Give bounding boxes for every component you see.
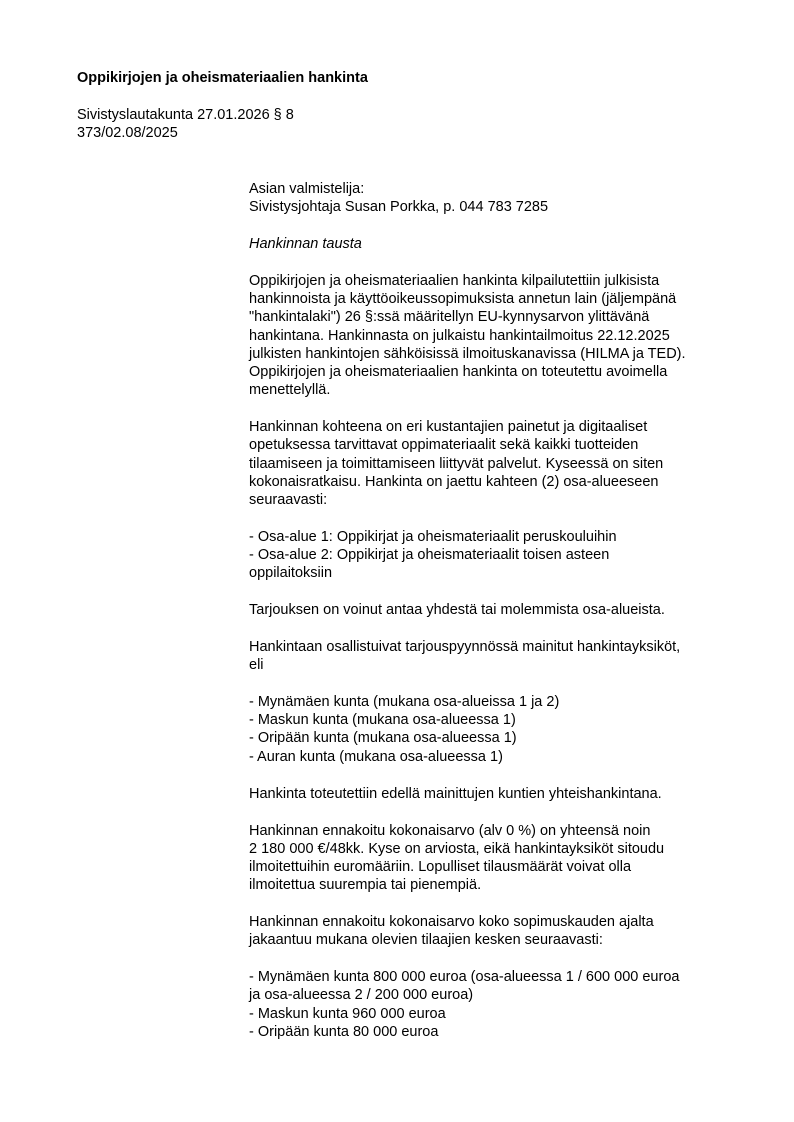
text-line: jakaantuu mukana olevien tilaajien kesken seuraavasti: [249,932,603,948]
preparer-label: Asian valmistelija: [249,181,365,197]
text-line: "hankintalaki") 26 §:ssä määritellyn EU-kynnysarvon ylittävänä [249,309,650,325]
list-item: - Maskun kunta 960 000 euroa [249,1006,446,1022]
list-item: ja osa-alueessa 2 / 200 000 euroa) [249,987,474,1003]
list-item: - Oripään kunta 80 000 euroa [249,1024,439,1040]
list-item: - Osa-alue 2: Oppikirjat ja oheismateriaalit toisen asteen [249,547,610,563]
list-item: - Mynämäen kunta 800 000 euroa (osa-alueessa 1 / 600 000 euroa [249,969,680,985]
list-item: - Mynämäen kunta (mukana osa-alueissa 1 ja 2) [249,694,560,710]
document-title: Oppikirjojen ja oheismateriaalien hankinta [77,70,368,86]
text-line: hankinnoista ja käyttöoikeussopimuksista annetun lain (jäljempänä [249,291,677,307]
text-line: 2 180 000 €/48kk. Kyse on arviosta, eikä hankintayksiköt sitoudu [249,841,665,857]
text-line: julkisten hankintojen sähköisissä ilmoituskanavissa (HILMA ja TED). [249,346,686,362]
text-line: Hankinnan ennakoitu kokonaisarvo koko sopimuskauden ajalta [249,914,654,930]
text-line: ilmoitettuihin euromääriin. Lopulliset tilausmäärät voivat olla [249,859,632,875]
text-line: Oppikirjojen ja oheismateriaalien hankinta on toteutettu avoimella [249,364,668,380]
section-heading: Hankinnan tausta [249,236,362,252]
meeting-reference: Sivistyslautakunta 27.01.2026 § 8 [77,107,294,123]
list-item: - Maskun kunta (mukana osa-alueessa 1) [249,712,516,728]
text-line: menettelyllä. [249,382,331,398]
text-line: kokonaisratkaisu. Hankinta on jaettu kahteen (2) osa-alueeseen [249,474,659,490]
list-item: oppilaitoksiin [249,565,333,581]
text-line: Hankinnan ennakoitu kokonaisarvo (alv 0 %) on yhteensä noin [249,823,651,839]
text-line: eli [249,657,264,673]
preparer-name: Sivistysjohtaja Susan Porkka, p. 044 783 7285 [249,199,549,215]
text-line: Hankinnan kohteena on eri kustantajien painetut ja digitaaliset [249,419,648,435]
text-line: Oppikirjojen ja oheismateriaalien hankinta kilpailutettiin julkisista [249,273,660,289]
text-line: ilmoitettua suurempia tai pienempiä. [249,877,482,893]
text-line: Hankintaan osallistuivat tarjouspyynnössä mainitut hankintayksiköt, [249,639,681,655]
text-line: opetuksessa tarvittavat oppimateriaalit sekä kaikki tuotteiden [249,437,639,453]
list-item: - Oripään kunta (mukana osa-alueessa 1) [249,730,517,746]
text-line: Tarjouksen on voinut antaa yhdestä tai molemmista osa-alueista. [249,602,665,618]
list-item: - Auran kunta (mukana osa-alueessa 1) [249,749,503,765]
text-line: Hankinta toteutettiin edellä mainittujen kuntien yhteishankintana. [249,786,662,802]
text-line: hankintana. Hankinnasta on julkaistu hankintailmoitus 22.12.2025 [249,328,670,344]
text-line: tilaamiseen ja toimittamiseen liittyvät palvelut. Kyseessä on siten [249,456,664,472]
diary-number: 373/02.08/2025 [77,125,178,141]
text-line: seuraavasti: [249,492,328,508]
list-item: - Osa-alue 1: Oppikirjat ja oheismateriaalit peruskouluihin [249,529,617,545]
